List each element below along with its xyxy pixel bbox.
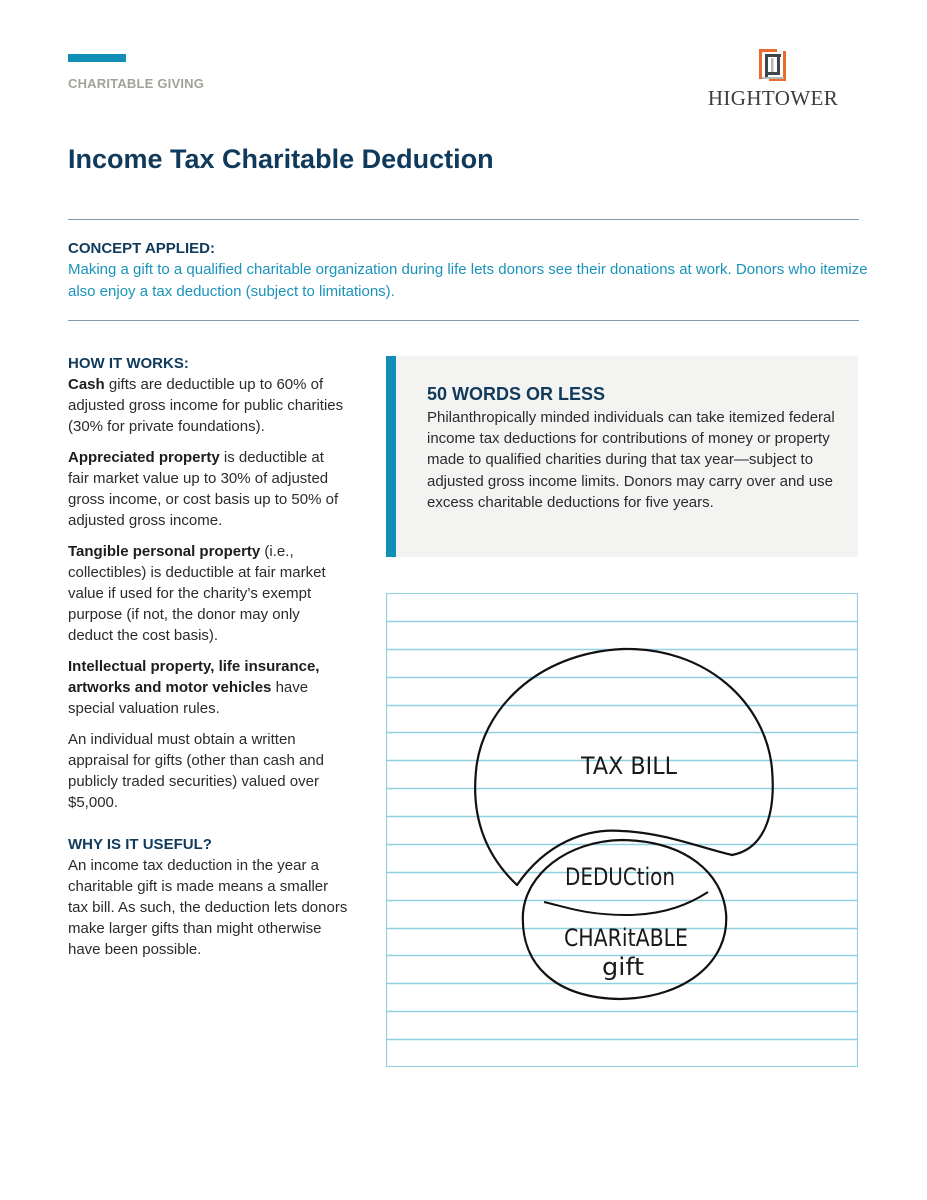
text-special-valuation: have special valuation rules.	[68, 679, 309, 717]
gift-label: gift	[602, 953, 644, 981]
text-cash: gifts are deductible up to 60% of adjusted gross income for public charities (30% for private foundations).	[68, 376, 344, 435]
why-useful-body: An income tax deduction in the year a charitable gift is made means a smaller tax bill. As such, the deduction lets donors make larger gifts than might otherwise have been possible.	[68, 857, 348, 958]
how-it-works-column	[68, 354, 348, 970]
logo-wordmark: HIGHTOWER	[707, 86, 839, 110]
callout-accent-stripe	[386, 356, 396, 557]
section-kicker: CHARITABLE GIVING	[68, 76, 205, 91]
concept-applied-section	[68, 240, 868, 303]
term-special-valuation: Intellectual property, life insurance, artworks and motor vehicles	[68, 658, 320, 696]
fifty-words-body: Philanthropically minded individuals can take itemized federal income tax deductions for contributions of money or property made to qualified charities during that tax year—subject to adjusted gross income limits. Donors may carry over and use excess charitable deductions for five years.	[427, 409, 835, 511]
why-useful-section	[68, 835, 348, 960]
paragraph-special-valuation	[68, 656, 348, 719]
concept-body: Making a gift to a qualified charitable organization during life lets donors see their donations at work. Donors who itemize also enjoy a tax deduction (subject to limitations).	[68, 261, 868, 300]
hightower-logo-icon	[757, 48, 789, 82]
deduction-label: DEDUCtion	[565, 863, 675, 891]
tax-bill-illustration	[386, 593, 858, 1067]
text-tangible-property: (i.e., collectibles) is deductible at fair market value if used for the charity’s exempt purpose (if not, the donor may only deduct the cost basis).	[68, 543, 326, 644]
term-cash: Cash	[68, 376, 105, 393]
paragraph-appreciated-property	[68, 447, 348, 531]
why-useful-heading: WHY IS IT USEFUL?	[68, 836, 212, 853]
paragraph-tangible-property	[68, 541, 348, 646]
hightower-logo	[700, 48, 846, 114]
divider-bottom	[68, 320, 859, 321]
tax-bill-label: TAX BILL	[580, 752, 678, 780]
accent-bar	[68, 54, 126, 62]
fifty-words-heading: 50 WORDS OR LESS	[427, 384, 606, 404]
concept-label: CONCEPT APPLIED:	[68, 240, 215, 257]
charitable-label: CHARitABLE	[564, 924, 688, 952]
paragraph-cash	[68, 374, 348, 437]
paragraph-appraisal	[68, 729, 348, 813]
deduction-divider-curve	[544, 892, 708, 915]
text-appreciated-property: is deductible at fair market value up to 30% of adjusted gross income, or cost basis up to 50% of adjusted gross income.	[68, 449, 339, 529]
term-tangible-property: Tangible personal property	[68, 543, 261, 560]
text-appraisal: An individual must obtain a written appraisal for gifts (other than cash and publicly traded securities) valued over $5,000.	[68, 731, 324, 811]
page-title: Income Tax Charitable Deduction	[68, 144, 494, 174]
notebook-illustration	[386, 593, 858, 1067]
divider-top	[68, 219, 859, 220]
term-appreciated-property: Appreciated property	[68, 449, 220, 466]
how-it-works-heading: HOW IT WORKS:	[68, 355, 189, 372]
fifty-words-callout	[386, 356, 858, 557]
